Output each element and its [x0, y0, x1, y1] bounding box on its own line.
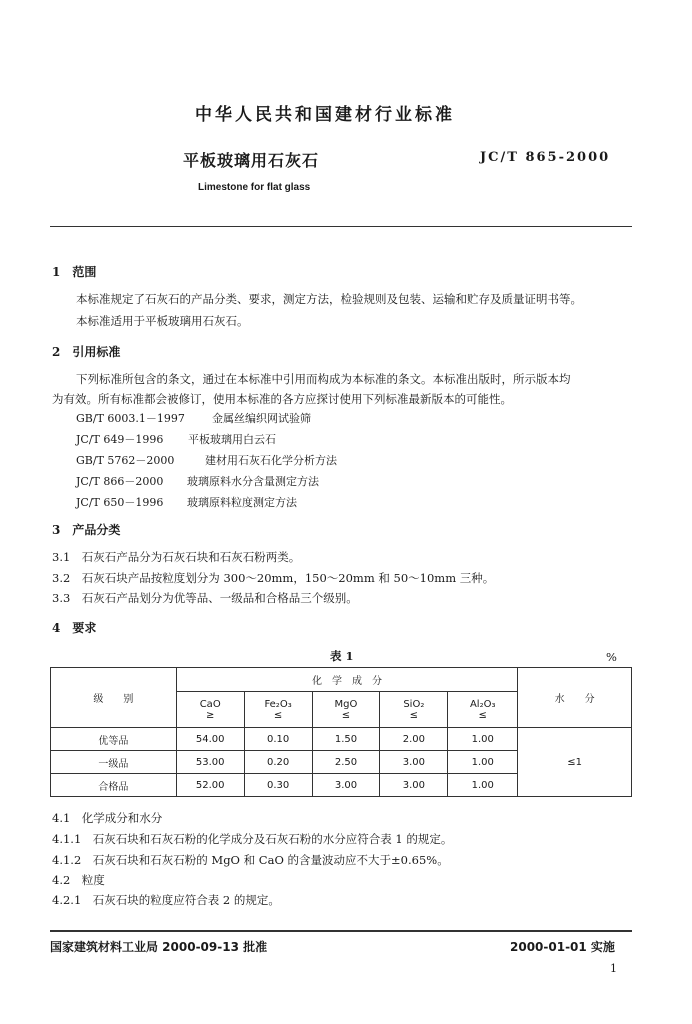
- section-4-item: 4.1.2 石灰石块和石灰石粉的 MgO 和 CaO 的含量波动应不大于±0.65%。: [52, 853, 449, 867]
- reference-code: JC/T 649－1996: [76, 433, 164, 446]
- section-1-paragraph: 本标准规定了石灰石的产品分类、要求，测定方法，检验规则及包装、运输和贮存及质量证明书等。: [76, 292, 582, 306]
- document-title: 平板玻璃用石灰石: [183, 151, 320, 170]
- table-unit: %: [606, 650, 617, 664]
- section-3-item: 3.1 石灰石产品分为石灰石块和石灰石粉两类。: [52, 550, 301, 564]
- value-cell: 52.00: [176, 774, 244, 797]
- grade-cell: 合格品: [51, 774, 177, 797]
- reference-code: JC/T 650－1996: [76, 496, 164, 509]
- value-cell: 53.00: [176, 751, 244, 774]
- section-1-paragraph: 本标准适用于平板玻璃用石灰石。: [76, 314, 249, 328]
- moisture-cell: ≤1: [518, 728, 632, 797]
- grade-cell: 优等品: [51, 728, 177, 751]
- value-cell: 3.00: [312, 774, 380, 797]
- value-cell: 1.00: [448, 751, 518, 774]
- value-cell: 1.00: [448, 774, 518, 797]
- page-number: 1: [610, 962, 617, 975]
- section-3-item: 3.2 石灰石块产品按粒度划分为 300～20mm，150～20mm 和 50～10mm 三种。: [52, 571, 495, 585]
- approval-line: 国家建筑材料工业局 2000-09-13 批准: [50, 940, 268, 954]
- section-4-heading: 4 要求: [52, 621, 97, 635]
- section-4-item: 4.2.1 石灰石块的粒度应符合表 2 的规定。: [52, 893, 280, 907]
- section-2-paragraph: 下列标准所包含的条文，通过在本标准中引用而构成为本标准的条文。本标准出版时，所示版本均: [76, 372, 571, 386]
- grade-cell: 一级品: [51, 751, 177, 774]
- reference-title: 建材用石灰石化学分析方法: [205, 454, 337, 467]
- chem-column-header: Fe₂O₃ ≤: [244, 692, 312, 728]
- section-3-heading: 3 产品分类: [52, 523, 121, 537]
- value-cell: 0.10: [244, 728, 312, 751]
- table-caption: 表 1: [330, 649, 354, 663]
- reference-code: GB/T 5762－2000: [76, 454, 175, 467]
- reference-title: 金属丝编织网试验筛: [212, 412, 311, 425]
- section-1-heading: 1 范围: [52, 265, 97, 279]
- section-2-heading: 2 引用标准: [52, 345, 121, 359]
- implementation-line: 2000-01-01 实施: [510, 940, 615, 954]
- chem-column-header: MgO ≤: [312, 692, 380, 728]
- grade-header: 级 别: [51, 668, 177, 728]
- value-cell: 3.00: [380, 751, 448, 774]
- value-cell: 3.00: [380, 774, 448, 797]
- standard-code: JC/T 865-2000: [480, 150, 611, 165]
- section-4-item: 4.2 粒度: [52, 873, 105, 887]
- english-title: Limestone for flat glass: [198, 182, 311, 193]
- section-4-item: 4.1.1 石灰石块和石灰石粉的化学成分及石灰石粉的水分应符合表 1 的规定。: [52, 832, 453, 846]
- requirements-table: [50, 667, 632, 797]
- value-cell: 54.00: [176, 728, 244, 751]
- value-cell: 1.50: [312, 728, 380, 751]
- section-2-paragraph: 为有效。所有标准都会被修订，使用本标准的各方应探讨使用下列标准最新版本的可能性。: [52, 392, 512, 406]
- standard-category-header: 中华人民共和国建材行业标准: [195, 105, 455, 125]
- bottom-divider: [50, 930, 632, 932]
- reference-code: JC/T 866－2000: [76, 475, 164, 488]
- value-cell: 2.50: [312, 751, 380, 774]
- chemical-composition-header: 化 学 成 分: [176, 668, 517, 692]
- table-row: [51, 728, 632, 751]
- section-4-item: 4.1 化学成分和水分: [52, 811, 163, 825]
- reference-title: 平板玻璃用白云石: [188, 433, 276, 446]
- chem-column-header: CaO ≥: [176, 692, 244, 728]
- reference-code: GB/T 6003.1－1997: [76, 412, 185, 425]
- section-3-item: 3.3 石灰石产品划分为优等品、一级品和合格品三个级别。: [52, 591, 358, 605]
- reference-title: 玻璃原料水分含量测定方法: [187, 475, 319, 488]
- value-cell: 2.00: [380, 728, 448, 751]
- value-cell: 0.20: [244, 751, 312, 774]
- value-cell: 0.30: [244, 774, 312, 797]
- chem-column-header: SiO₂ ≤: [380, 692, 448, 728]
- value-cell: 1.00: [448, 728, 518, 751]
- moisture-header: 水 分: [518, 668, 632, 728]
- reference-title: 玻璃原料粒度测定方法: [187, 496, 297, 509]
- chem-column-header: Al₂O₃ ≤: [448, 692, 518, 728]
- top-divider: [50, 226, 632, 227]
